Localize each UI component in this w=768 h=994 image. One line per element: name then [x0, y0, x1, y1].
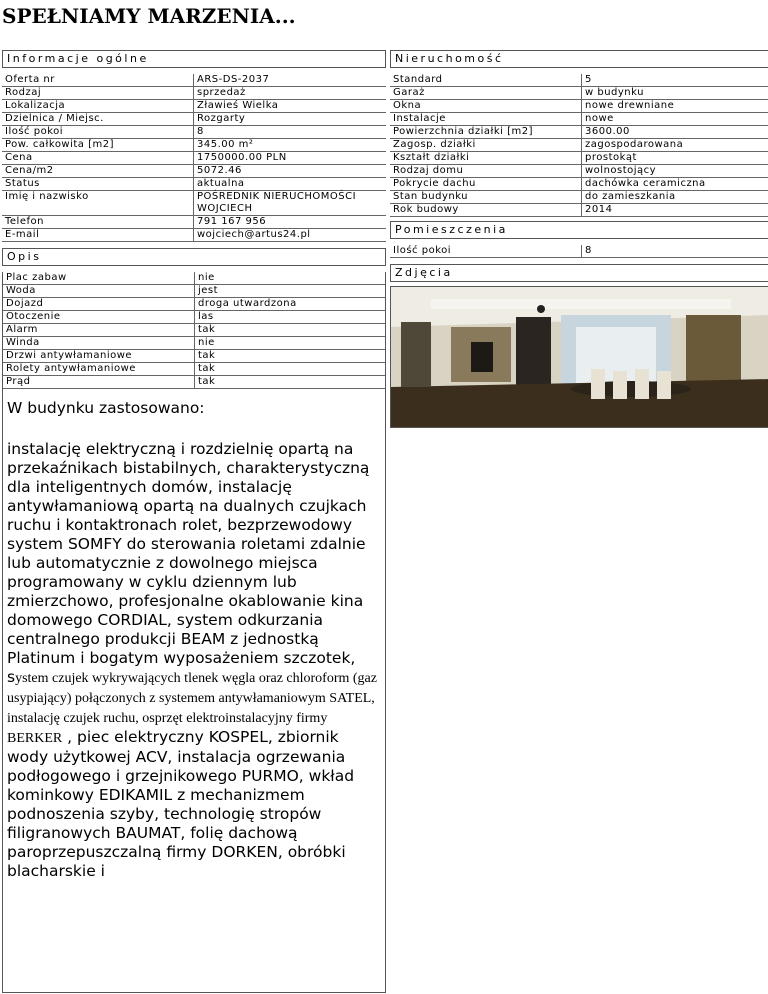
- nieruchomosc-row: [390, 191, 768, 204]
- opis-value: nie: [194, 337, 385, 350]
- right-column: [390, 50, 768, 428]
- nieruchomosc-label: Powierzchnia działki [m2]: [390, 126, 581, 139]
- opis-label: Alarm: [3, 324, 194, 337]
- living-room-image: [391, 287, 768, 427]
- info-row: [2, 74, 386, 87]
- info-value: 5072.46: [193, 165, 386, 178]
- nieruchomosc-value: 3600.00: [581, 126, 768, 139]
- opis-row: [3, 376, 385, 389]
- opis-row: [3, 324, 385, 337]
- nieruchomosc-row: [390, 152, 768, 165]
- opis-row: [3, 337, 385, 350]
- opis-label: Drzwi antywłamaniowe: [3, 350, 194, 363]
- nieruchomosc-value: nowe: [581, 113, 768, 126]
- nieruchomosc-row: [390, 178, 768, 191]
- info-value: 345.00 m²: [193, 139, 386, 152]
- nieruchomosc-label: Rok budowy: [390, 204, 581, 217]
- page-title: SPEŁNIAMY MARZENIA...: [2, 4, 296, 28]
- nieruchomosc-row: [390, 87, 768, 100]
- info-label: Pow. całkowita [m2]: [2, 139, 193, 152]
- nieruchomosc-row: [390, 165, 768, 178]
- nieruchomosc-label: Zagosp. działki: [390, 139, 581, 152]
- nieruchomosc-row: [390, 204, 768, 217]
- info-row: [2, 139, 386, 152]
- description: [3, 399, 385, 881]
- pomieszczenia-label: Ilość pokoi: [390, 245, 581, 258]
- description-text-2: ystem czujek wykrywających tlenek węgla oraz chloroform (gaz usypiający) połączonych z systemem antywłamaniowym SATEL, instalację czujek ruchu, osprzęt elektroinstalacyjny firmy BERKER: [7, 671, 377, 746]
- info-value: 8: [193, 126, 386, 139]
- info-label: Rodzaj: [2, 87, 193, 100]
- info-row: [2, 113, 386, 126]
- opis-label: Prąd: [3, 376, 194, 389]
- info-value: 1750000.00 PLN: [193, 152, 386, 165]
- info-value: ARS-DS-2037: [193, 74, 386, 87]
- info-label: Imię i nazwisko: [2, 191, 193, 216]
- nieruchomosc-label: Stan budynku: [390, 191, 581, 204]
- opis-value: tak: [194, 363, 385, 376]
- opis-header: Opis: [2, 248, 386, 266]
- nieruchomosc-value: do zamieszkania: [581, 191, 768, 204]
- opis-panel: [2, 272, 386, 993]
- nieruchomosc-row: [390, 74, 768, 87]
- nieruchomosc-label: Pokrycie dachu: [390, 178, 581, 191]
- nieruchomosc-label: Garaż: [390, 87, 581, 100]
- nieruchomosc-value: prostokąt: [581, 152, 768, 165]
- pomieszczenia-table: [390, 245, 768, 258]
- opis-label: Woda: [3, 285, 194, 298]
- opis-row: [3, 285, 385, 298]
- nieruchomosc-label: Kształt działki: [390, 152, 581, 165]
- opis-value: tak: [194, 350, 385, 363]
- nieruchomosc-value: nowe drewniane: [581, 100, 768, 113]
- nieruchomosc-value: 5: [581, 74, 768, 87]
- info-row: [2, 229, 386, 242]
- nieruchomosc-row: [390, 100, 768, 113]
- info-label: Dzielnica / Miejsc.: [2, 113, 193, 126]
- description-text-1: instalację elektryczną i rozdzielnię opartą na przekaźnikach bistabilnych, charakterystyczną dla inteligentnych domów, instalację antywłamaniową opartą na dualnych czujkach ruchu i kontaktronach rolet, bezprzewodowy system SOMFY do sterowania roletami zdalnie lub automatycznie z dowolnego miejsca programowany w cyklu dziennym lub zmierzchowo, profesjonalne okablowanie kina domowego CORDIAL, system odkurzania centralnego produkcji BEAM z jednostką Platinum i bogatym wyposażeniem szczotek, s: [7, 440, 370, 686]
- info-row: [2, 100, 386, 113]
- description-heading: W budynku zastosowano:: [7, 399, 205, 417]
- nieruchomosc-label: Rodzaj domu: [390, 165, 581, 178]
- info-value: aktualna: [193, 178, 386, 191]
- nieruchomosc-value: zagospodarowana: [581, 139, 768, 152]
- nieruchomosc-label: Okna: [390, 100, 581, 113]
- info-row: [2, 126, 386, 139]
- nieruchomosc-value: dachówka ceramiczna: [581, 178, 768, 191]
- info-value: POŚREDNIK NIERUCHOMOŚCI WOJCIECH: [193, 191, 386, 216]
- info-row: [2, 178, 386, 191]
- opis-label: Dojazd: [3, 298, 194, 311]
- opis-value: droga utwardzona: [194, 298, 385, 311]
- zdjecia-header: Zdjęcia: [390, 264, 768, 282]
- opis-label: Rolety antywłamaniowe: [3, 363, 194, 376]
- info-table: [2, 74, 386, 242]
- info-row: [2, 87, 386, 100]
- nieruchomosc-row: [390, 139, 768, 152]
- info-label: Cena/m2: [2, 165, 193, 178]
- info-label: Oferta nr: [2, 74, 193, 87]
- info-value: Rozgarty: [193, 113, 386, 126]
- pomieszczenia-value: 8: [581, 245, 768, 258]
- nieruchomosc-value: wolnostojący: [581, 165, 768, 178]
- info-label: Status: [2, 178, 193, 191]
- info-label: Telefon: [2, 216, 193, 229]
- nieruchomosc-value: 2014: [581, 204, 768, 217]
- info-label: Ilość pokoi: [2, 126, 193, 139]
- info-value: 791 167 956: [193, 216, 386, 229]
- info-value[interactable]: wojciech@artus24.pl: [193, 229, 386, 242]
- info-row: [2, 191, 386, 216]
- opis-row: [3, 272, 385, 285]
- opis-value: nie: [194, 272, 385, 285]
- nieruchomosc-value: w budynku: [581, 87, 768, 100]
- description-text-3: , piec elektryczny KOSPEL, zbiornik wody użytkowej ACV, instalacja ogrzewania podłogowego i grzejnikowego PURMO, wkład kominkowy EDIKAMIL z mechanizmem podnoszenia szyby, technologię stropów filigranowych BAUMAT, folię dachową paroprzepuszczalną firmy DORKEN, obróbki blacharskie i: [7, 728, 355, 880]
- opis-label: Winda: [3, 337, 194, 350]
- opis-row: [3, 298, 385, 311]
- nieruchomosc-table: [390, 74, 768, 217]
- info-row: [2, 165, 386, 178]
- left-column: [2, 50, 386, 993]
- opis-row: [3, 363, 385, 376]
- info-label: Cena: [2, 152, 193, 165]
- opis-row: [3, 311, 385, 324]
- nieruchomosc-row: [390, 113, 768, 126]
- opis-table: [3, 272, 385, 389]
- pomieszczenia-header: Pomieszczenia: [390, 221, 768, 239]
- info-header: Informacje ogólne: [2, 50, 386, 68]
- nieruchomosc-label: Instalacje: [390, 113, 581, 126]
- nieruchomosc-header: Nieruchomość: [390, 50, 768, 68]
- info-value: sprzedaż: [193, 87, 386, 100]
- nieruchomosc-row: [390, 126, 768, 139]
- opis-label: Plac zabaw: [3, 272, 194, 285]
- info-row: [2, 152, 386, 165]
- info-label: E-mail: [2, 229, 193, 242]
- property-photo[interactable]: [390, 286, 768, 428]
- opis-row: [3, 350, 385, 363]
- pomieszczenia-row: [390, 245, 768, 258]
- nieruchomosc-label: Standard: [390, 74, 581, 87]
- opis-value: tak: [194, 324, 385, 337]
- opis-label: Otoczenie: [3, 311, 194, 324]
- opis-value: jest: [194, 285, 385, 298]
- opis-value: tak: [194, 376, 385, 389]
- info-row: [2, 216, 386, 229]
- info-label: Lokalizacja: [2, 100, 193, 113]
- info-value: Zławieś Wielka: [193, 100, 386, 113]
- opis-value: las: [194, 311, 385, 324]
